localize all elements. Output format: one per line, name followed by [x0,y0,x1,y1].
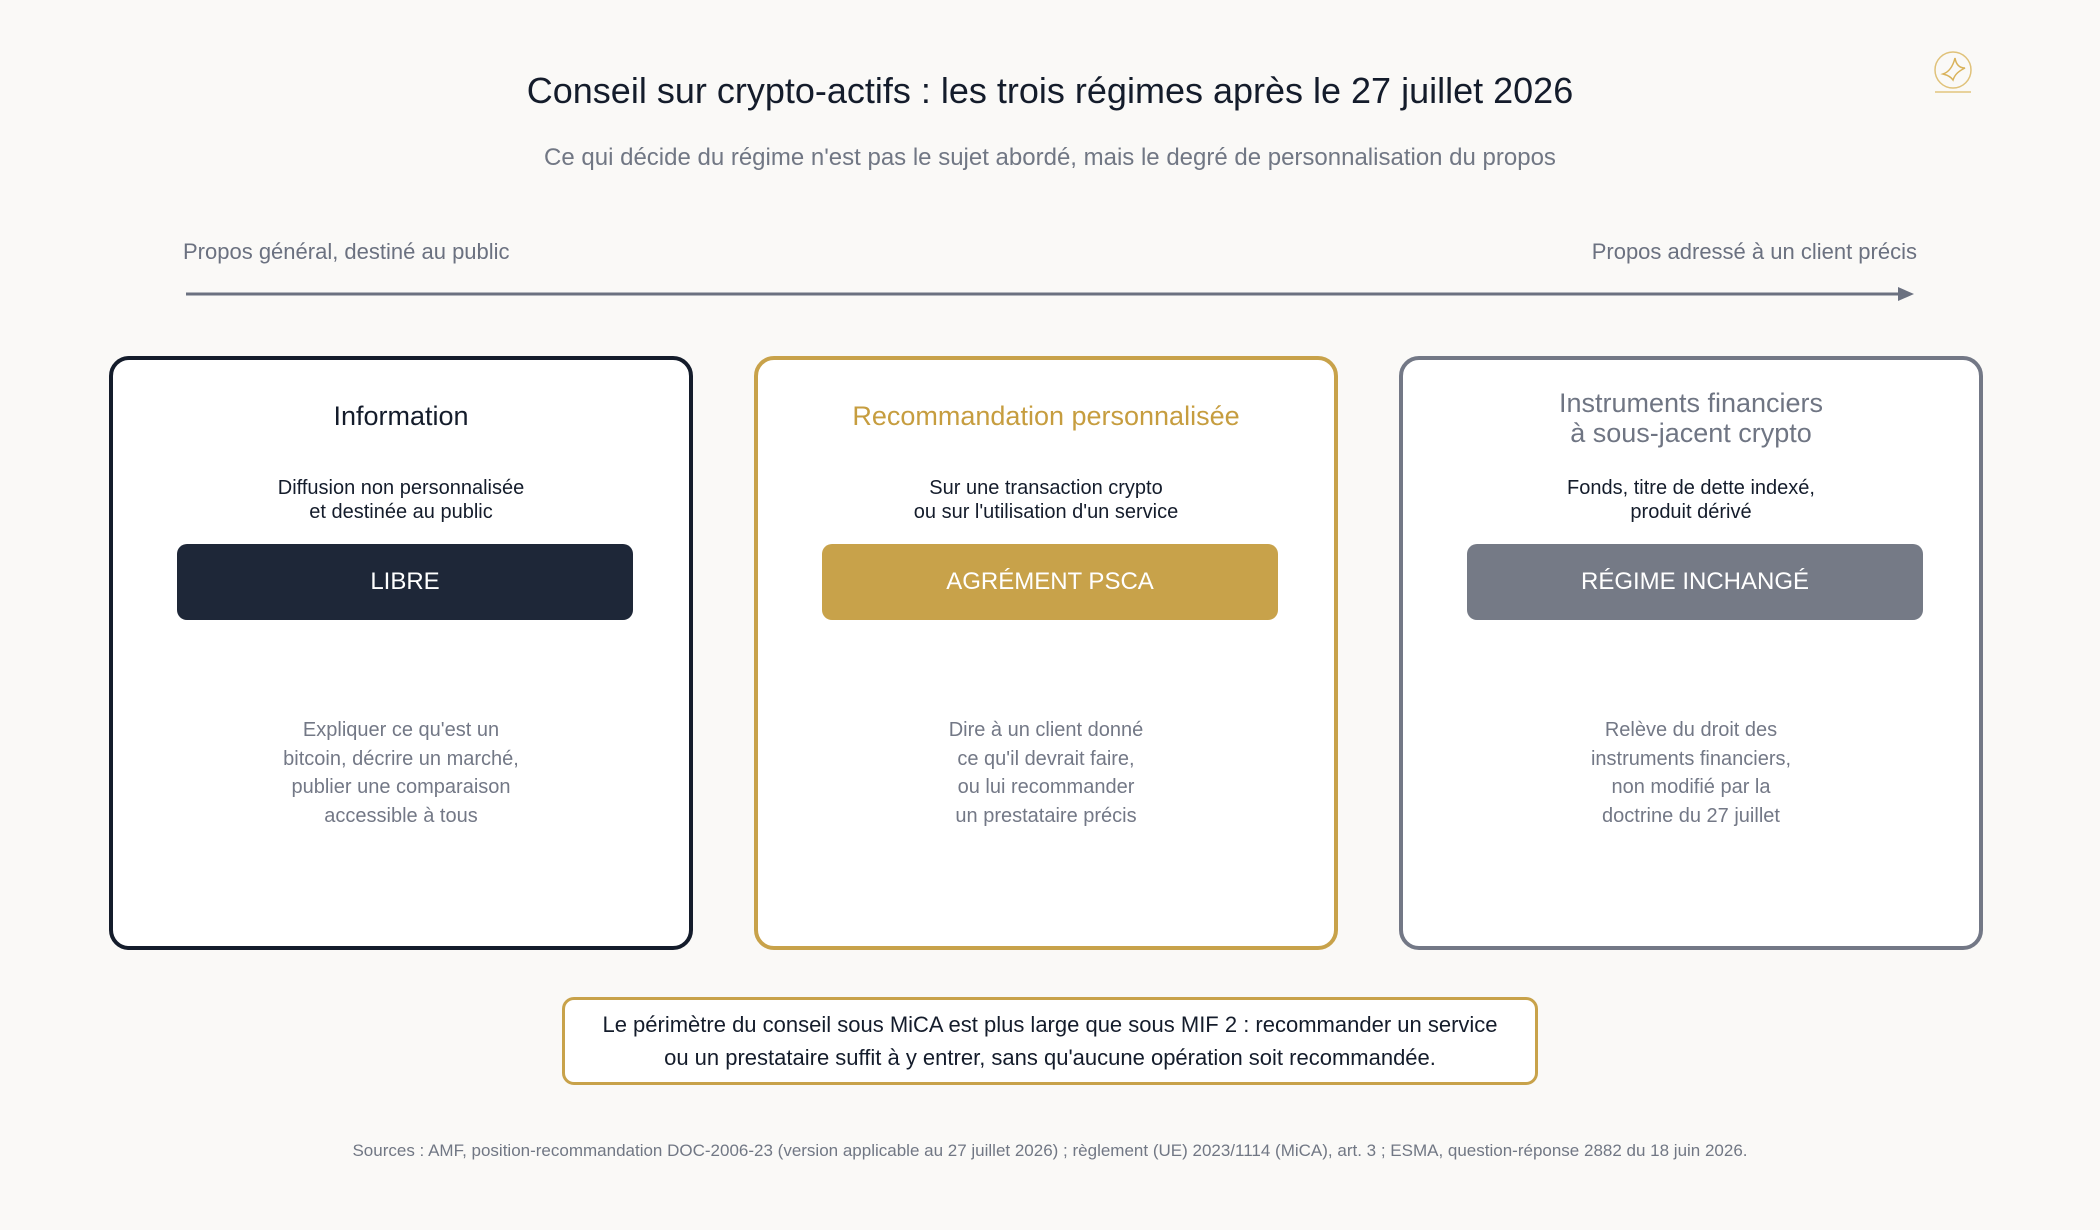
card-example: Relève du droit des instruments financiers, non modifié par la doctrine du 27 juillet [1590,719,1792,827]
axis-label-general: Propos général, destiné au public [183,239,510,264]
card-example: Dire à un client donné ce qu'il devrait faire, ou lui recommander un prestataire précis [948,719,1144,827]
card-description: Diffusion non personnalisée et destinée au public [277,477,525,523]
card-description: Sur une transaction crypto ou sur l'utilisation d'un service [913,477,1179,523]
bird-logo-icon [1925,44,1981,100]
page-subtitle: Ce qui décide du régime n'est pas le sujet abordé, mais le degré de personnalisation du propos [544,144,1556,171]
personalisation-axis-arrow [184,282,1914,306]
card-title: Instruments financiers à sous-jacent crypto [1558,388,1824,448]
card-information [109,356,693,950]
regime-badge-inchange: RÉGIME INCHANGÉ [1467,544,1923,620]
card-recommandation [754,356,1338,950]
regime-badge-agrement: AGRÉMENT PSCA [822,544,1278,620]
page-title: Conseil sur crypto-actifs : les trois régimes après le 27 juillet 2026 [526,70,1574,111]
card-title: Information [333,401,469,431]
mica-scope-note: Le périmètre du conseil sous MiCA est plus large que sous MIF 2 : recommander un service ou un prestataire suffit à y entrer, sans qu'aucune opération soit recommandée. [562,997,1538,1085]
card-instruments [1399,356,1983,950]
card-description: Fonds, titre de dette indexé, produit dérivé [1567,477,1815,523]
card-title: Recommandation personnalisée [852,401,1240,431]
sources-footnote: Sources : AMF, position-recommandation DOC-2006-23 (version applicable au 27 juillet 2026) ; règlement (UE) 2023/1114 (MiCA), art. 3 ; ESMA, question-réponse 2882 du 18 juin 2026. [352,1141,1748,1160]
axis-label-personalised: Propos adressé à un client précis [1591,239,1917,264]
regime-badge-libre: LIBRE [177,544,633,620]
card-example: Expliquer ce qu'est un bitcoin, décrire un marché, publier une comparaison accessible à tous [283,719,519,827]
